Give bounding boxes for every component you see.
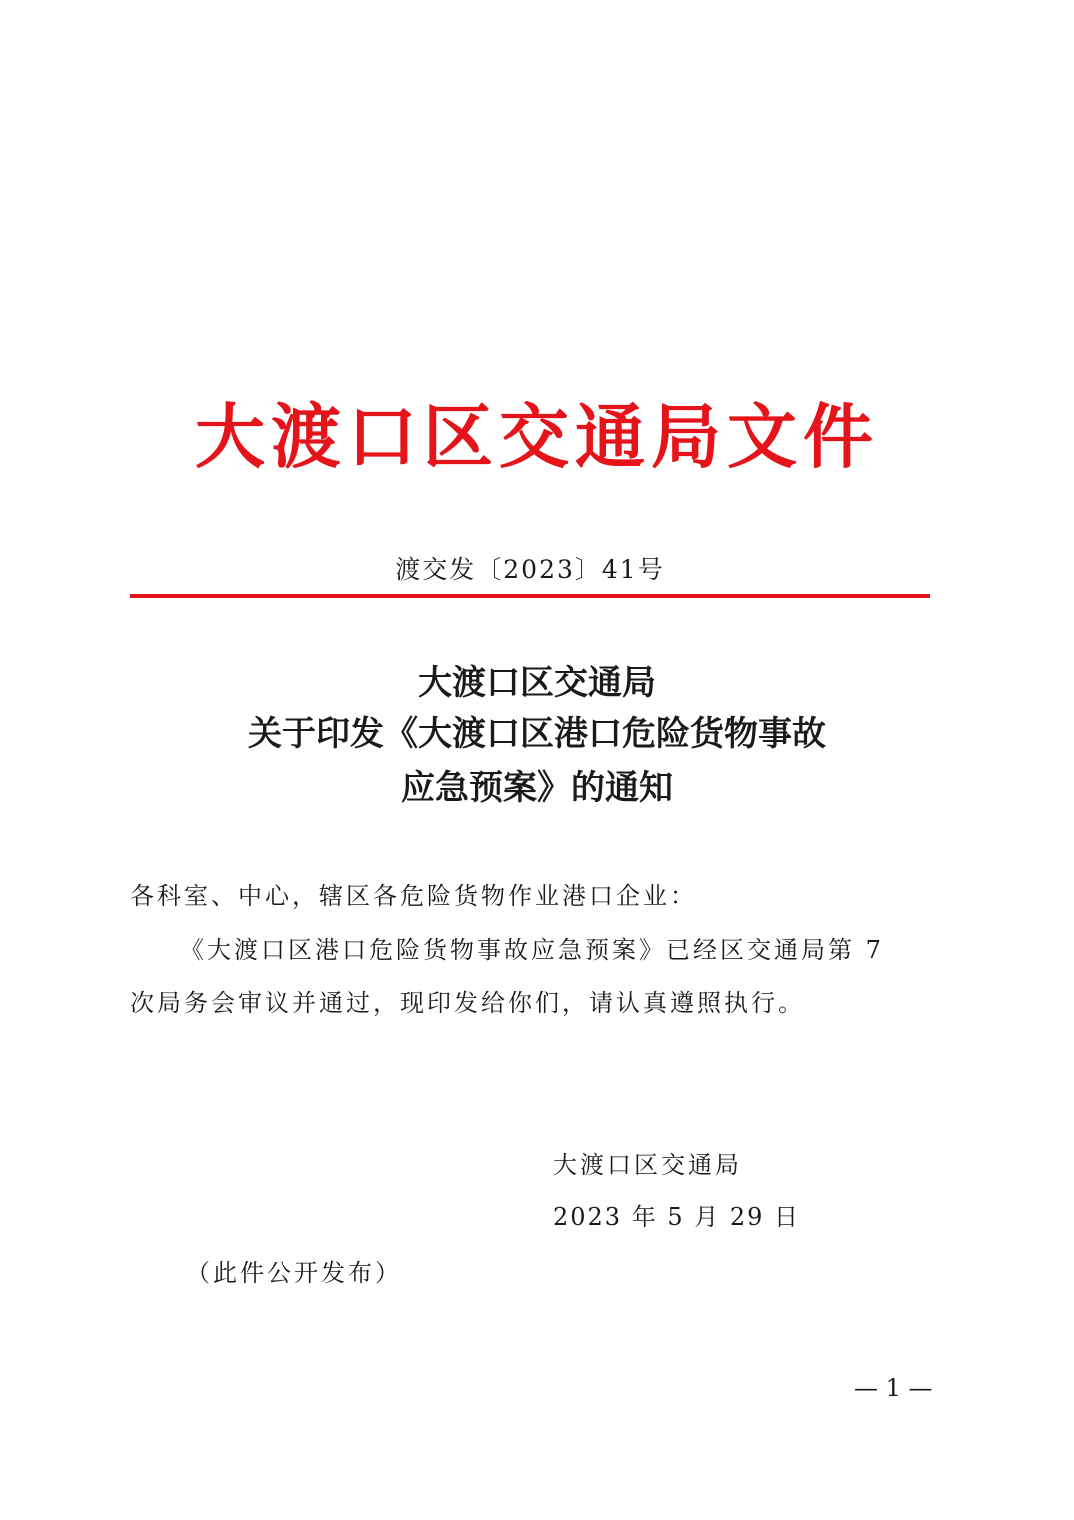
notice-title-line-1: 大渡口区交通局 [418, 663, 656, 703]
notice-title-line-3: 应急预案》的通知 [401, 768, 673, 808]
public-release-note: （此件公开发布） [186, 1259, 402, 1287]
salutation: 各科室、中心，辖区各危险货物作业港口企业： [130, 882, 697, 910]
notice-title-line-2: 关于印发《大渡口区港口危险货物事故 [248, 714, 826, 754]
signature-organization: 大渡口区交通局 [553, 1151, 742, 1179]
document-number: 渡交发〔2023〕41号 [395, 555, 665, 584]
body-paragraph-line-1: 《大渡口区港口危险货物事故应急预案》已经区交通局第 7 [180, 936, 884, 964]
issuer-header-title: 大渡口区交通局文件 [195, 396, 879, 478]
signature-date: 2023 年 5 月 29 日 [553, 1203, 801, 1231]
red-divider-line [130, 594, 930, 598]
body-paragraph-line-2: 次局务会审议并通过，现印发给你们，请认真遵照执行。 [130, 989, 805, 1017]
page-number: — 1 — [854, 1374, 933, 1402]
